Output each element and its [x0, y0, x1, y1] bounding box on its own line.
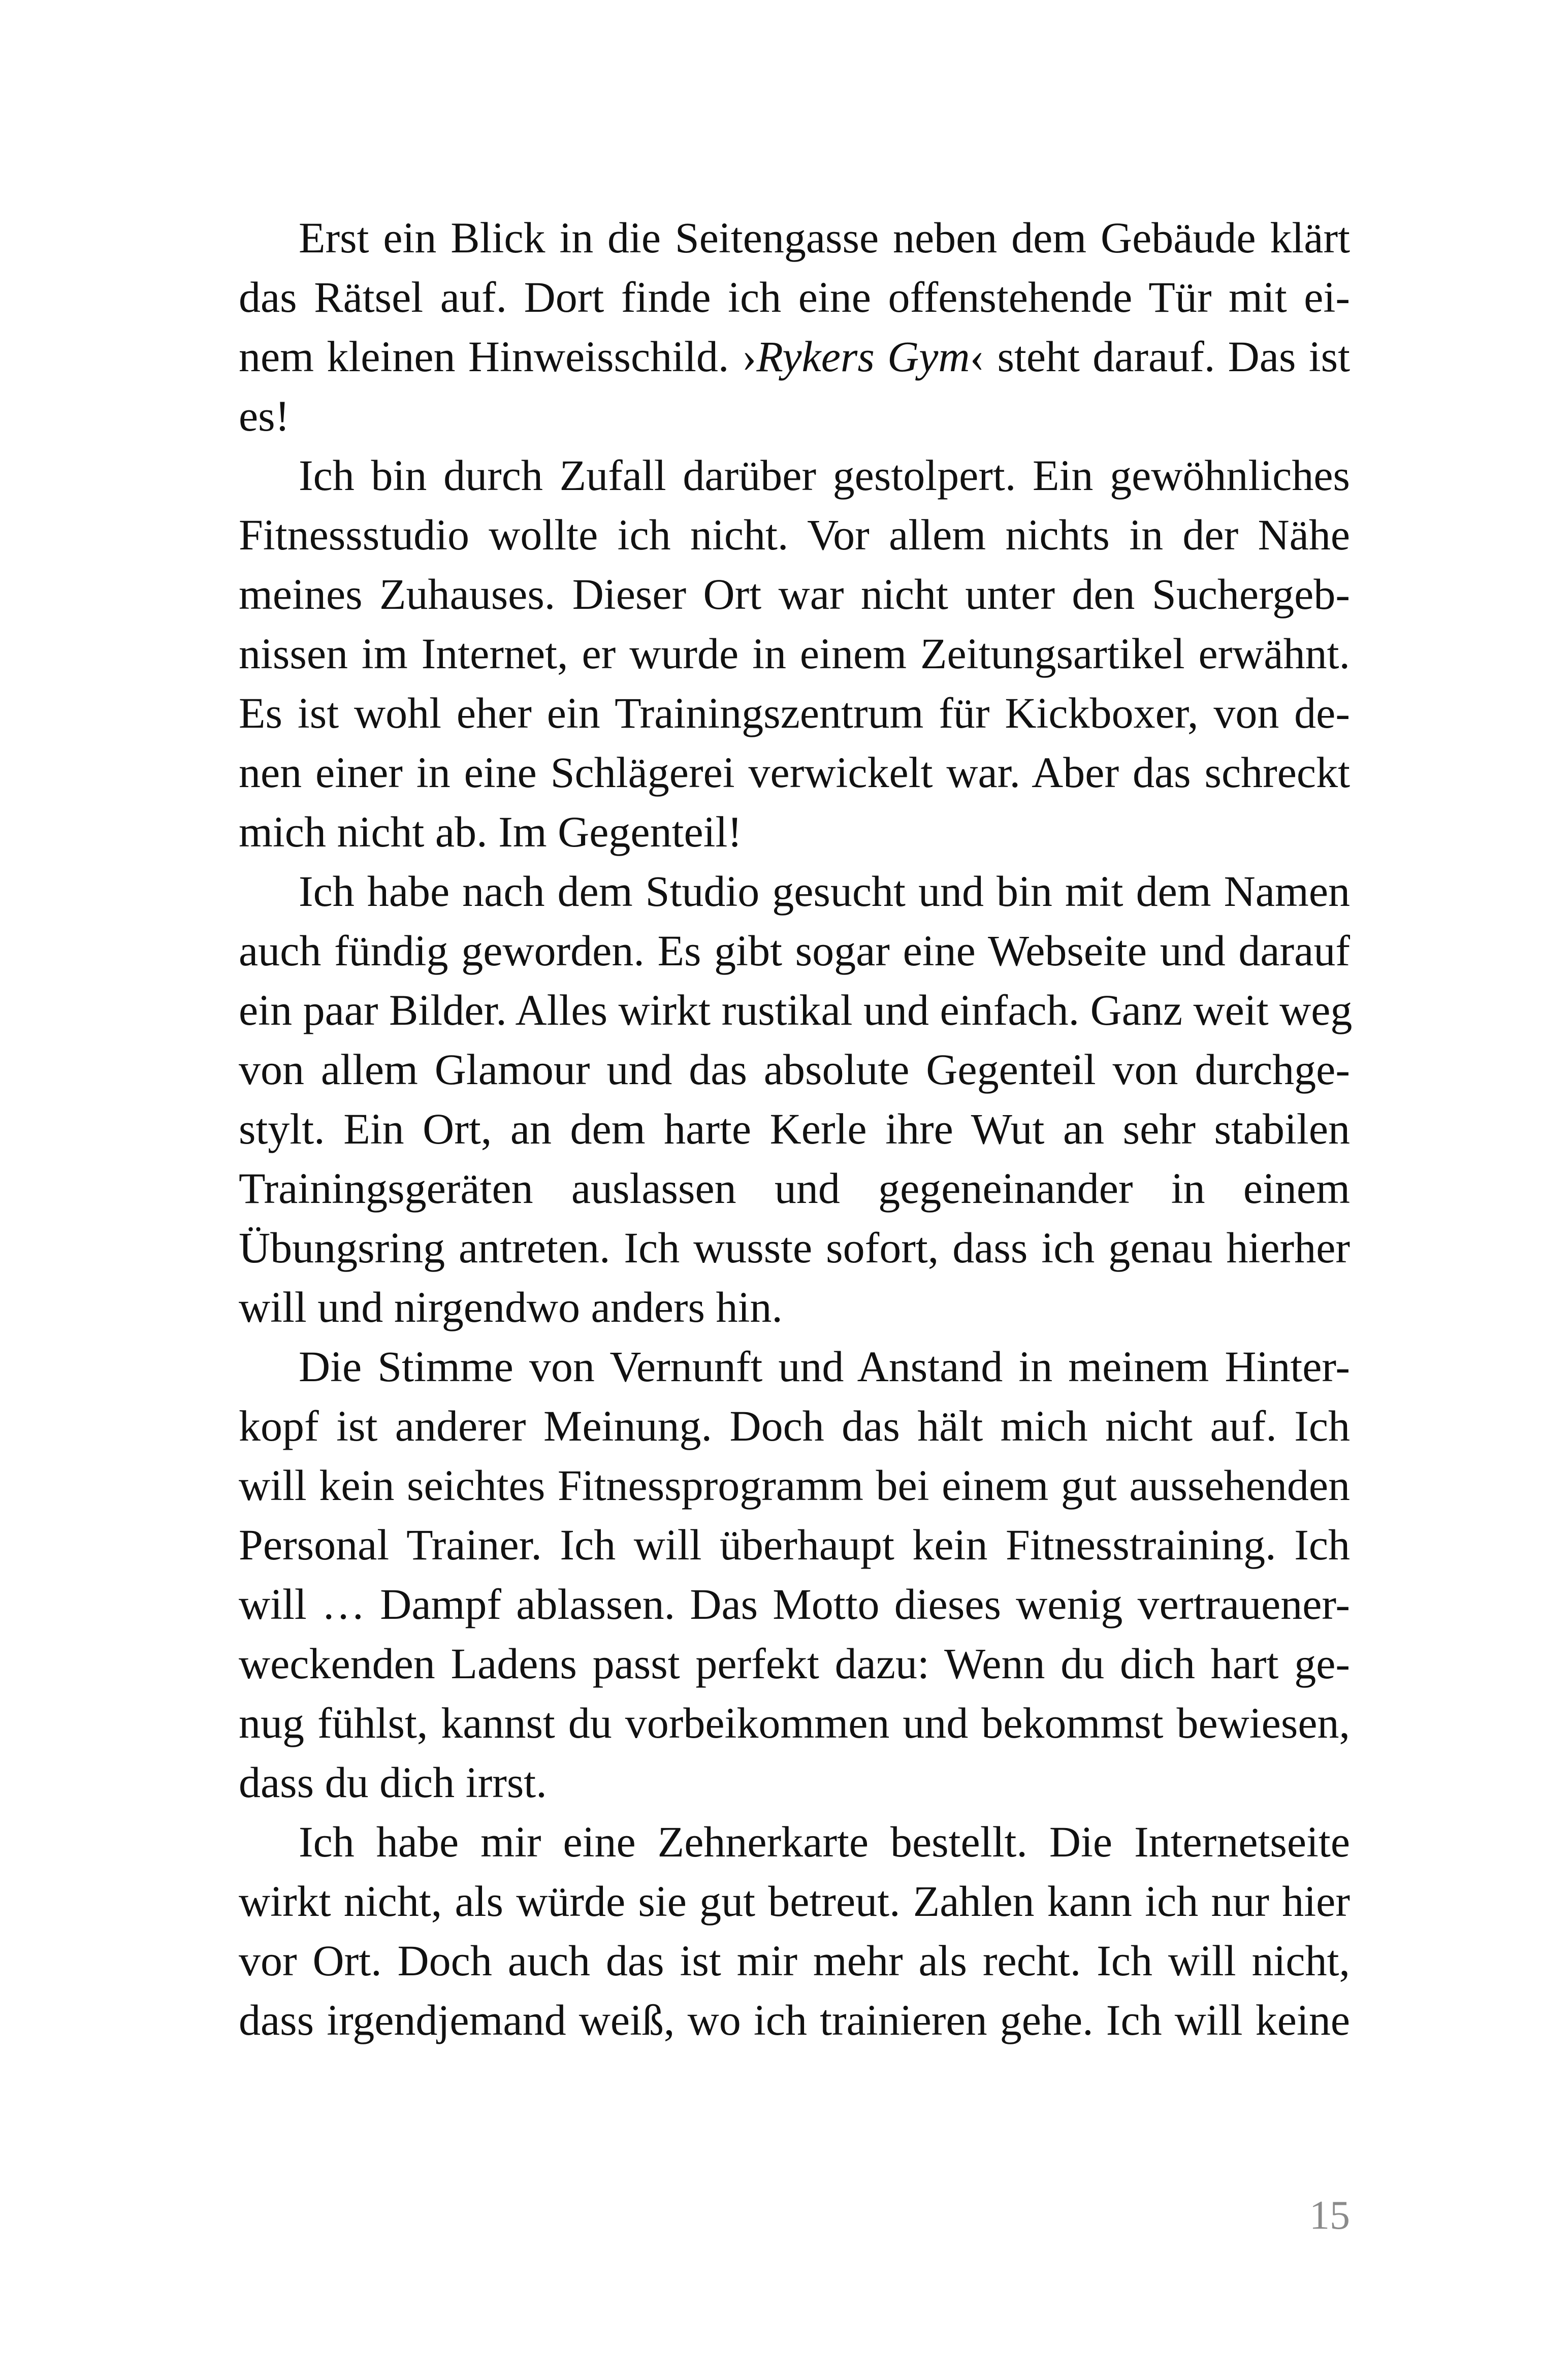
page-number: 15 — [1309, 2193, 1350, 2238]
text-line: ein paar Bilder. Alles wirkt rustikal und einfach. Ganz weit weg — [239, 986, 1353, 1034]
text-line: nen einer in eine Schlägerei verwickelt war. Aber das schreckt — [239, 748, 1350, 797]
text-line: auch fündig geworden. Es gibt sogar eine Webseite und darauf — [239, 926, 1350, 975]
text-line: meines Zuhauses. Dieser Ort war nicht unter den Suchergeb- — [239, 570, 1350, 618]
paragraph-2 — [239, 446, 1350, 862]
text-line: Personal Trainer. Ich will überhaupt kein Fitnesstraining. Ich — [239, 1520, 1350, 1569]
text-line: das Rätsel auf. Dort finde ich eine offenstehende Tür mit ei- — [239, 273, 1350, 321]
text-line: wirkt nicht, als würde sie gut betreut. Zahlen kann ich nur hier — [239, 1877, 1350, 1926]
text-line: Die Stimme von Vernunft und Anstand in meinem Hinter- — [299, 1342, 1350, 1391]
paragraph-1 — [239, 208, 1350, 446]
text-line: mich nicht ab. Im Gegenteil! — [239, 807, 743, 856]
text-line: kopf ist anderer Meinung. Doch das hält mich nicht auf. Ich — [239, 1401, 1350, 1450]
text-line: will … Dampf ablassen. Das Motto dieses wenig vertrauener- — [239, 1580, 1350, 1628]
text-line: vor Ort. Doch auch das ist mir mehr als recht. Ich will nicht, — [239, 1936, 1350, 1985]
text-line: Ich habe nach dem Studio gesucht und bin mit dem Namen — [299, 867, 1350, 916]
text-line: es! — [239, 392, 290, 440]
text-line: Übungsring antreten. Ich wusste sofort, dass ich genau hierher — [239, 1223, 1350, 1272]
text-line: von allem Glamour und das absolute Gegenteil von durchge- — [239, 1045, 1350, 1094]
text-line: Es ist wohl eher ein Trainingszentrum für Kickboxer, von de- — [239, 689, 1350, 737]
text-line: stylt. Ein Ort, an dem harte Kerle ihre Wut an sehr stabilen — [239, 1104, 1350, 1153]
text-line: nissen im Internet, er wurde in einem Zeitungsartikel erwähnt. — [239, 629, 1350, 678]
text-line: Fitnessstudio wollte ich nicht. Vor allem nichts in der Nähe — [239, 510, 1350, 559]
text-line: dass irgendjemand weiß, wo ich trainieren gehe. Ich will keine — [239, 1996, 1350, 2044]
text-line: Ich bin durch Zufall darüber gestolpert. Ein gewöhnliches — [299, 451, 1350, 500]
gym-name-emphasis: Rykers Gym — [756, 332, 970, 381]
text-line: will kein seichtes Fitnessprogramm bei einem gut aussehenden — [239, 1461, 1350, 1510]
paragraph-5 — [239, 1812, 1350, 2050]
text-line: Ich habe mir eine Zehnerkarte bestellt. Die Internetseite — [299, 1817, 1350, 1866]
paragraph-3 — [239, 862, 1353, 1337]
text-line: Erst ein Blick in die Seitengasse neben dem Gebäude klärt — [299, 213, 1350, 262]
text-line: Trainingsgeräten auslassen und gegeneinander in einem — [239, 1164, 1350, 1213]
body-text — [239, 208, 1353, 2050]
text-line: dass du dich irrst. — [239, 1758, 547, 1807]
text-line: will und nirgendwo anders hin. — [239, 1283, 783, 1331]
text-line: nug fühlst, kannst du vorbeikommen und bekommst bewiesen, — [239, 1699, 1350, 1747]
text-line: weckenden Ladens passt perfekt dazu: Wenn du dich hart ge- — [239, 1639, 1350, 1688]
paragraph-4 — [239, 1337, 1350, 1812]
text-line: nem kleinen Hinweisschild. ›Rykers Gym‹ steht darauf. Das ist — [239, 332, 1350, 381]
